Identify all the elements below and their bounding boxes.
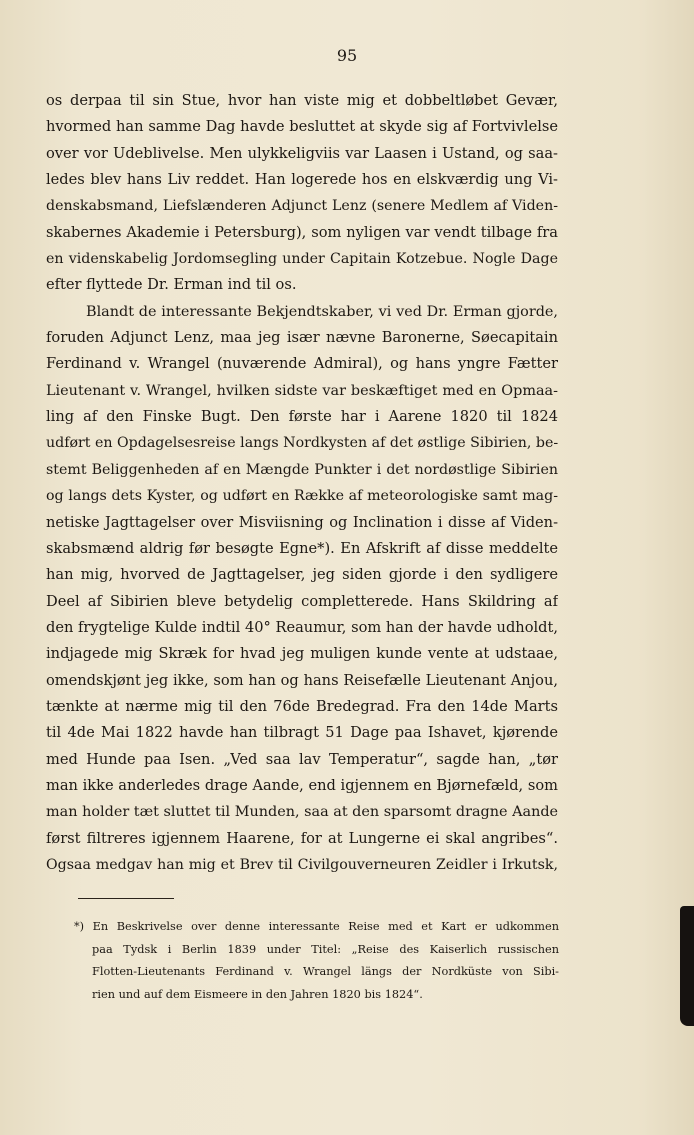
body-line: til 4de Mai 1822 havde han tilbragt 51 Dage paa Ishavet, kjørende	[46, 724, 558, 742]
footnote-line: Flotten-Lieutenants Ferdinand v. Wrangel längs der Nordküste von Sibi-	[92, 965, 559, 979]
footnote	[74, 916, 559, 1006]
footnote-line: rien und auf dem Eismeere in den Jahren 1820 bis 1824“.	[92, 987, 423, 1001]
body-line: denskabsmand, Liefslænderen Adjunct Lenz (senere Medlem af Viden-	[46, 198, 558, 215]
body-line: ledes blev hans Liv reddet. Han logerede hos en elskværdig ung Vi-	[46, 171, 558, 189]
body-line: en videnskabelig Jordomsegling under Capitain Kotzebue. Nogle Dage	[46, 251, 558, 268]
body-line: efter flyttede Dr. Erman ind til os.	[46, 276, 297, 294]
body-line: først filtreres igjennem Haarene, for at Lungerne ei skal angribes“.	[46, 829, 558, 847]
body-line: Ferdinand v. Wrangel (nuværende Admiral), og hans yngre Fætter	[46, 355, 558, 373]
body-line: skabernes Akademie i Petersburg), som nyligen var vendt tilbage fra	[46, 223, 558, 241]
body-line: foruden Adjunct Lenz, maa jeg især nævne Baronerne, Søecapitain	[46, 329, 558, 347]
body-line: Lieutenant v. Wrangel, hvilken sidste var beskæftiget med en Opmaa-	[46, 382, 558, 399]
body-line: netiske Jagttagelser over Misviisning og Inclination i disse af Viden-	[46, 513, 558, 531]
page-number: 95	[336, 46, 358, 65]
body-line: indjagede mig Skræk for hvad jeg muligen kunde vente at udstaae,	[46, 645, 558, 663]
body-line: os derpaa til sin Stue, hvor han viste mig et dobbeltløbet Gevær,	[46, 92, 558, 109]
footnote-divider	[78, 898, 174, 899]
body-line: stemt Beliggenheden af en Mængde Punkter i det nordøstlige Sibirien	[46, 461, 558, 478]
body-line: ling af den Finske Bugt. Den første har i Aarene 1820 til 1824	[46, 408, 558, 426]
body-line: skabsmænd aldrig før besøgte Egne*). En Afskrift af disse meddelte	[46, 539, 558, 557]
body-line: over vor Udeblivelse. Men ulykkeligviis var Laasen i Ustand, og saa-	[46, 144, 558, 162]
body-line: Deel af Sibirien bleve betydelig completterede. Hans Skildring af	[46, 592, 558, 610]
body-line: med Hunde paa Isen. „Ved saa lav Temperatur“, sagde han, „tør	[46, 750, 558, 768]
body-line: man holder tæt sluttet til Munden, saa at den sparsomt dragne Aande	[46, 804, 558, 821]
page-edge-shadow	[680, 906, 694, 1026]
footnote-line: *) En Beskrivelse over denne interessante Reise med et Kart er udkommen	[74, 920, 559, 933]
body-line: omendskjønt jeg ikke, som han og hans Reisefælle Lieutenant Anjou,	[46, 671, 558, 689]
body-line: man ikke anderledes drage Aande, end igjennem en Bjørnefæld, som	[46, 776, 558, 794]
body-line: tænkte at nærme mig til den 76de Bredegrad. Fra den 14de Marts	[46, 697, 558, 715]
body-line: den frygtelige Kulde indtil 40° Reaumur, som han der havde udholdt,	[46, 618, 558, 636]
body-line: hvormed han samme Dag havde besluttet at skyde sig af Fortvivlelse	[46, 118, 558, 136]
body-line: han mig, hvorved de Jagttagelser, jeg siden gjorde i den sydligere	[46, 566, 558, 584]
footnote-line: paa Tydsk i Berlin 1839 under Titel: „Reise des Kaiserlich russischen	[92, 942, 559, 956]
body-line: Blandt de interessante Bekjendtskaber, vi ved Dr. Erman gjorde,	[86, 303, 558, 320]
body-line: Ogsaa medgav han mig et Brev til Civilgouverneuren Zeidler i Irkutsk,	[46, 856, 558, 873]
body-line: udført en Opdagelsesreise langs Nordkysten af det østlige Sibirien, be-	[46, 435, 558, 452]
body-line: og langs dets Kyster, og udført en Række af meteorologiske samt mag-	[46, 488, 558, 505]
body-text	[46, 88, 558, 878]
